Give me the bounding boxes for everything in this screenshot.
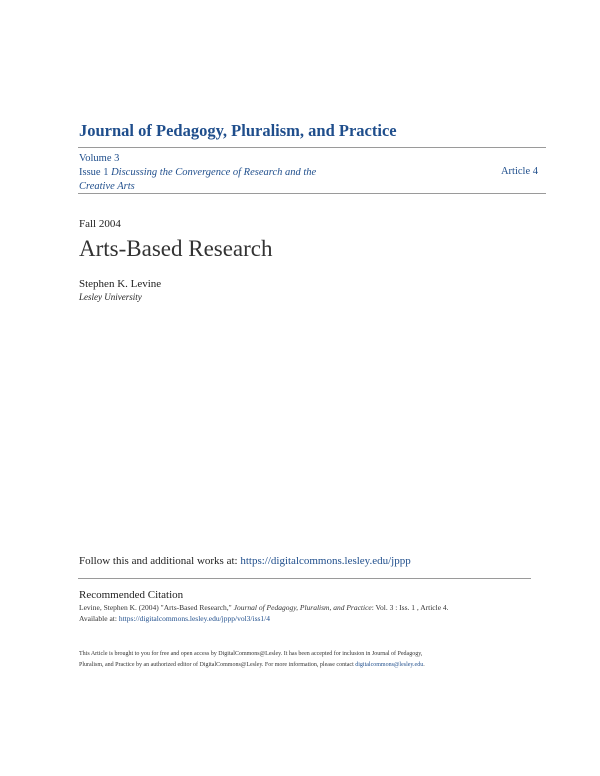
follow-line — [79, 555, 411, 567]
article-number-link[interactable]: Article 4 — [500, 166, 538, 177]
notice-line2: Pluralism, and Practice by an authorized editor of DigitalCommons@Lesley. For more information, please contact — [79, 661, 354, 668]
recommended-citation-heading: Recommended Citation — [79, 589, 184, 601]
header-divider-top — [78, 147, 546, 148]
available-label: Available at: — [79, 613, 117, 623]
citation-block — [79, 603, 549, 624]
author-name[interactable]: Stephen K. Levine — [79, 278, 162, 290]
article-title: Arts-Based Research — [79, 236, 273, 261]
follow-text: Follow this and additional works at: — [79, 555, 238, 567]
journal-title-link[interactable]: Journal of Pedagogy, Pluralism, and Practice — [79, 121, 397, 140]
issue-label: Issue 1 — [79, 167, 109, 178]
citation-divider — [78, 578, 531, 579]
notice-line1: This Article is brought to you for free and open access by DigitalCommons@Lesley. It has been accepted for inclusion in Journal of Pedagogy, — [79, 651, 423, 657]
contact-email-link[interactable]: digitalcommons@lesley.edu — [355, 661, 424, 668]
issue-block — [79, 152, 339, 194]
volume-link[interactable]: Volume 3 — [79, 153, 120, 164]
access-notice — [79, 649, 549, 670]
author-affiliation: Lesley University — [79, 292, 142, 302]
publication-date: Fall 2004 — [79, 218, 121, 230]
follow-link[interactable]: https://digitalcommons.lesley.edu/jppp — [240, 555, 411, 567]
citation-journal: Journal of Pedagogy, Pluralism, and Practice — [233, 603, 372, 612]
header-divider-bottom — [78, 193, 546, 194]
issue-title-line1: Discussing the Convergence of Research and the — [111, 167, 317, 178]
citation-prefix: Levine, Stephen K. (2004) "Arts-Based Research," — [79, 603, 232, 612]
available-link[interactable]: https://digitalcommons.lesley.edu/jppp/vol3/iss1/4 — [118, 613, 271, 623]
issue-title-line2[interactable]: Creative Arts — [79, 181, 135, 192]
citation-suffix: : Vol. 3 : Iss. 1 , Article 4. — [371, 603, 449, 612]
issue-link[interactable] — [79, 166, 339, 180]
notice-end: . — [423, 661, 425, 668]
